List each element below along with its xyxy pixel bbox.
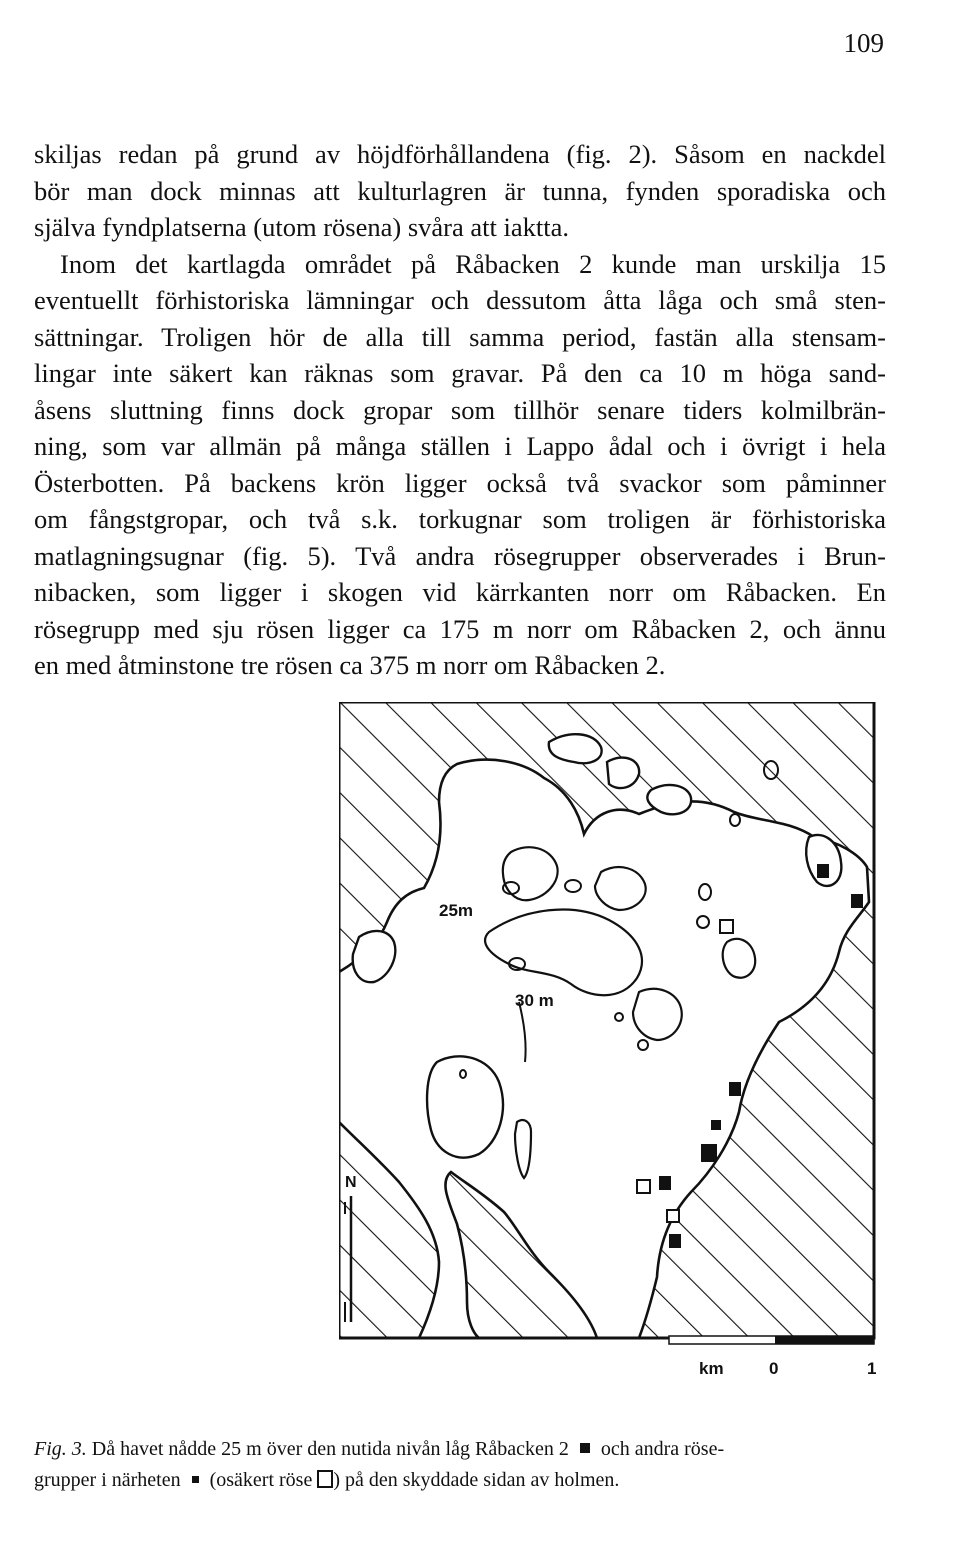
body-line: en med åtminstone tre rösen ca 375 m norr om Råbacken 2.	[34, 650, 666, 680]
small-filled-square-icon	[192, 1476, 199, 1483]
caption-line	[34, 1465, 894, 1496]
caption-figure-label: Fig. 3.	[34, 1438, 87, 1460]
uncertain-cairn-marker	[637, 1180, 650, 1193]
small-island	[607, 758, 639, 789]
cairn-group-marker	[711, 1120, 721, 1130]
map-figure	[339, 702, 879, 1392]
cairn-group-marker	[729, 1082, 741, 1096]
contour-label-30: 30 m	[515, 991, 554, 1010]
body-line: sättningar. Troligen hör de alla till samma period, fastän alla stensam-	[34, 321, 886, 352]
caption-text: och andra röse-	[600, 1438, 725, 1460]
scale-bar-fill	[775, 1336, 874, 1344]
contour-label-25: 25m	[439, 901, 474, 920]
cairn-group-marker	[669, 1234, 681, 1248]
cairn-group-marker	[851, 894, 863, 908]
body-line: Österbotten. På backens krön ligger också två svackor som påminner	[34, 467, 886, 498]
uncertain-cairn-marker	[667, 1210, 679, 1222]
scale-unit-label: km	[699, 1359, 724, 1378]
open-square-icon	[317, 1470, 333, 1488]
map-svg	[339, 702, 879, 1392]
caption-line	[34, 1434, 894, 1465]
cairn-group-marker	[659, 1176, 671, 1190]
body-line: åsens sluttning finns dock gropar som tillhör senare tiders kolmilbrän-	[34, 394, 886, 425]
body-line: nibacken, som ligger i skogen vid kärrkanten norr om Råbacken. En	[34, 577, 886, 607]
body-line: själva fyndplatserna (utom rösena) svåra att iaktta.	[34, 212, 569, 242]
body-line: om fångstgropar, och två s.k. torkugnar som troligen är förhistoriska	[34, 504, 886, 534]
body-line: bör man dock minnas att kulturlagren är tunna, fynden sporadiska och	[34, 175, 886, 206]
north-label: N	[345, 1174, 357, 1191]
cairn-group-marker	[817, 864, 829, 878]
filled-square-icon	[580, 1443, 590, 1453]
page-number: 109	[843, 28, 884, 58]
scale-start-label: 0	[769, 1359, 779, 1378]
body-line: rösegrupp med sju rösen ligger ca 175 m norr om Råbacken 2, och ännu	[34, 613, 886, 644]
caption-text: (osäkert röse	[209, 1469, 313, 1491]
scale-end-label: 1	[867, 1359, 877, 1378]
caption-text: ) på den skyddade sidan av holmen.	[333, 1469, 620, 1491]
body-line: matlagningsugnar (fig. 5). Två andra rösegrupper observerades i Brun-	[34, 540, 886, 571]
body-line: eventuellt förhistoriska lämningar och dessutom åtta låga och små sten-	[34, 285, 886, 315]
figure-caption	[34, 1434, 894, 1496]
raabacken-2-marker	[701, 1144, 717, 1162]
uncertain-cairn-marker	[720, 920, 733, 933]
caption-text: grupper i närheten	[34, 1469, 181, 1491]
body-text	[34, 136, 886, 684]
body-line: lingar inte säkert kan räknas som gravar. På den ca 10 m höga sand-	[34, 358, 886, 388]
body-line: skiljas redan på grund av höjdförhållandena (fig. 2). Såsom en nackdel	[34, 139, 886, 169]
body-line: Inom det kartlagda området på Råbacken 2 kunde man urskilja 15	[60, 248, 886, 279]
caption-text: Då havet nådde 25 m över den nutida nivån låg Råbacken 2	[91, 1438, 569, 1460]
body-line: ning, som var allmän på många ställen i Lappo ådal och i övrigt i hela	[34, 431, 886, 461]
